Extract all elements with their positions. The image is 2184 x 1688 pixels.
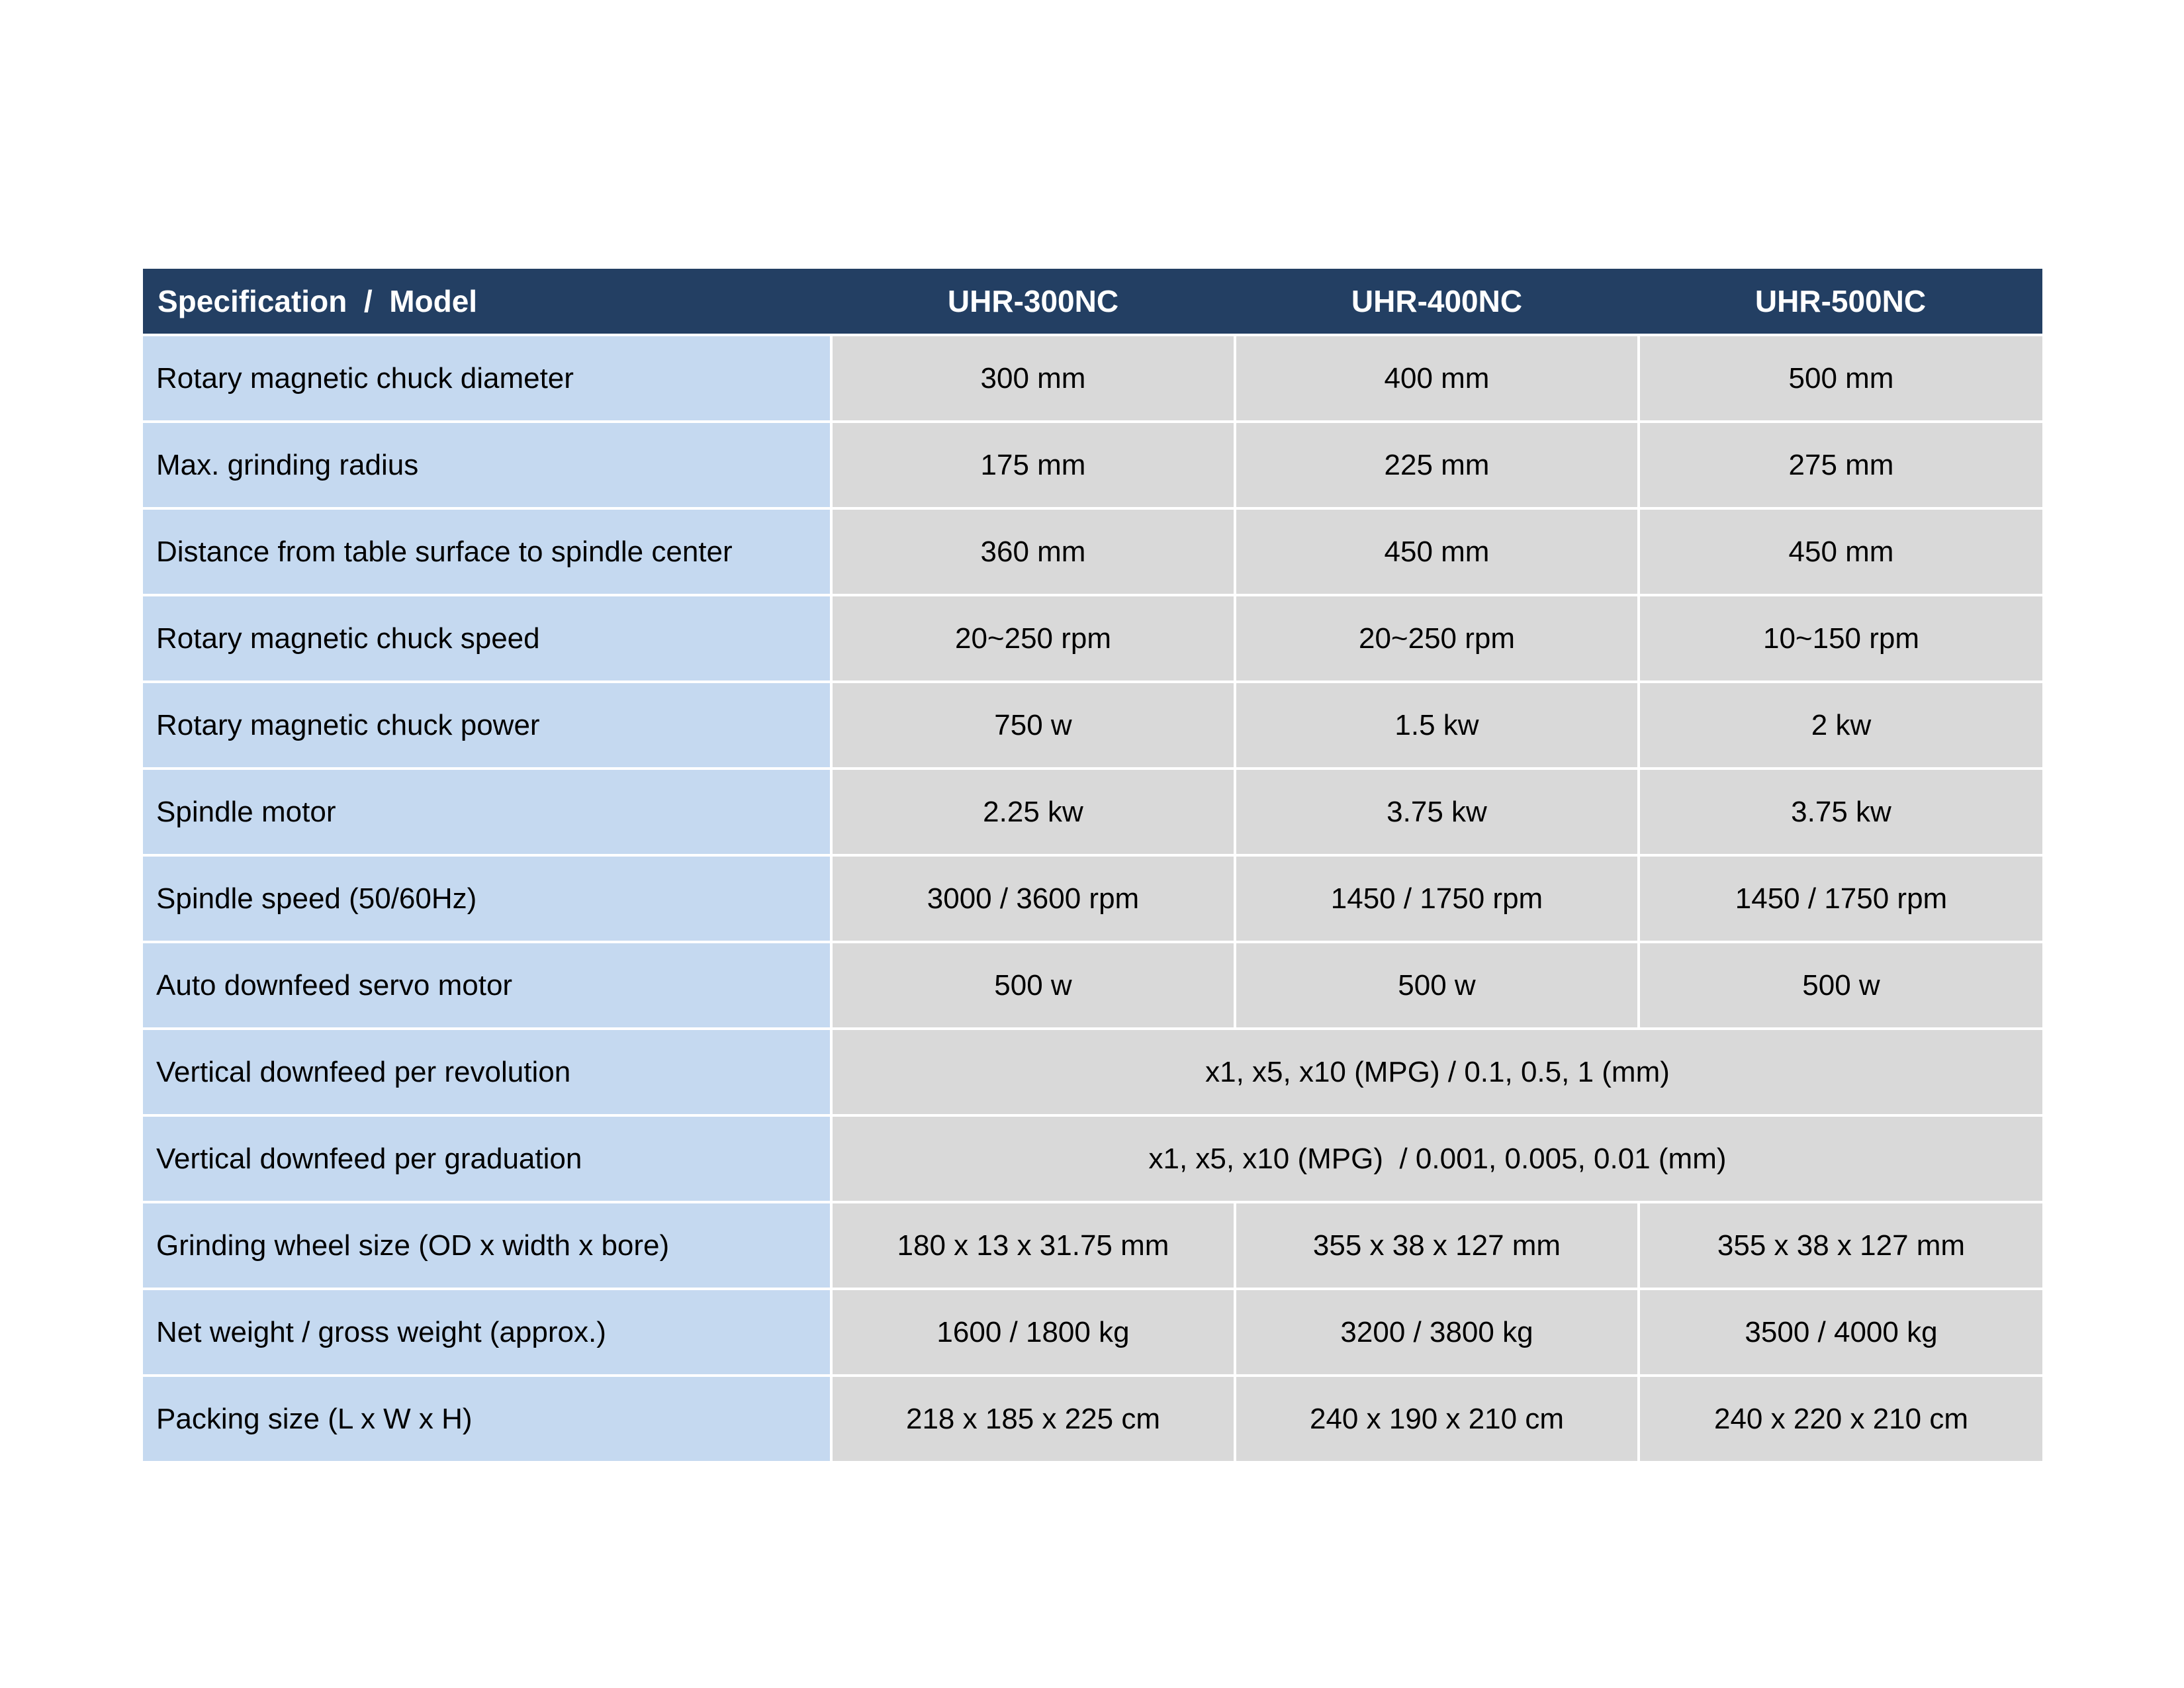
spec-label: Rotary magnetic chuck speed — [143, 595, 831, 682]
spec-label: Rotary magnetic chuck diameter — [143, 335, 831, 422]
spec-value: 1450 / 1750 rpm — [1235, 855, 1639, 942]
spec-label: Distance from table surface to spindle center — [143, 508, 831, 595]
spec-value: 360 mm — [831, 508, 1235, 595]
spec-value: 3.75 kw — [1235, 769, 1639, 855]
table-row — [143, 508, 2042, 595]
spec-value: 450 mm — [1235, 508, 1639, 595]
spec-value: x1, x5, x10 (MPG) / 0.1, 0.5, 1 (mm) — [831, 1029, 2042, 1115]
table-row — [143, 942, 2042, 1029]
spec-label: Spindle speed (50/60Hz) — [143, 855, 831, 942]
spec-value: 2.25 kw — [831, 769, 1235, 855]
model-header: UHR-500NC — [1639, 269, 2042, 335]
spec-value: 355 x 38 x 127 mm — [1235, 1202, 1639, 1289]
spec-label: Max. grinding radius — [143, 422, 831, 508]
spec-label: Auto downfeed servo motor — [143, 942, 831, 1029]
spec-body — [143, 335, 2042, 1461]
model-header: UHR-400NC — [1235, 269, 1639, 335]
spec-value: 500 w — [831, 942, 1235, 1029]
header-row — [143, 269, 2042, 335]
spec-value: 275 mm — [1639, 422, 2042, 508]
table-row — [143, 682, 2042, 769]
spec-value: 20~250 rpm — [1235, 595, 1639, 682]
spec-value: 500 w — [1639, 942, 2042, 1029]
spec-label: Grinding wheel size (OD x width x bore) — [143, 1202, 831, 1289]
table-row — [143, 769, 2042, 855]
spec-label: Packing size (L x W x H) — [143, 1376, 831, 1461]
table-row — [143, 1202, 2042, 1289]
spec-value: x1, x5, x10 (MPG) / 0.001, 0.005, 0.01 (mm) — [831, 1115, 2042, 1202]
spec-value: 3200 / 3800 kg — [1235, 1289, 1639, 1376]
spec-value: 240 x 190 x 210 cm — [1235, 1376, 1639, 1461]
spec-value: 1450 / 1750 rpm — [1639, 855, 2042, 942]
spec-value: 218 x 185 x 225 cm — [831, 1376, 1235, 1461]
spec-value: 300 mm — [831, 335, 1235, 422]
spec-value: 400 mm — [1235, 335, 1639, 422]
spec-value: 500 w — [1235, 942, 1639, 1029]
spec-value: 240 x 220 x 210 cm — [1639, 1376, 2042, 1461]
table-row — [143, 1289, 2042, 1376]
spec-value: 1600 / 1800 kg — [831, 1289, 1235, 1376]
table-row — [143, 1029, 2042, 1115]
spec-value: 3.75 kw — [1639, 769, 2042, 855]
spec-value: 355 x 38 x 127 mm — [1639, 1202, 2042, 1289]
spec-value: 500 mm — [1639, 335, 2042, 422]
spec-value: 180 x 13 x 31.75 mm — [831, 1202, 1235, 1289]
model-header: UHR-300NC — [831, 269, 1235, 335]
spec-table — [143, 269, 2042, 1461]
spec-value: 750 w — [831, 682, 1235, 769]
table-row — [143, 1115, 2042, 1202]
table-row — [143, 595, 2042, 682]
spec-label: Spindle motor — [143, 769, 831, 855]
spec-value: 10~150 rpm — [1639, 595, 2042, 682]
spec-value: 175 mm — [831, 422, 1235, 508]
spec-value: 3000 / 3600 rpm — [831, 855, 1235, 942]
spec-value: 2 kw — [1639, 682, 2042, 769]
table-row — [143, 335, 2042, 422]
spec-label: Vertical downfeed per revolution — [143, 1029, 831, 1115]
table-row — [143, 1376, 2042, 1461]
spec-value: 1.5 kw — [1235, 682, 1639, 769]
spec-label: Rotary magnetic chuck power — [143, 682, 831, 769]
spec-label: Vertical downfeed per graduation — [143, 1115, 831, 1202]
spec-model-header: Specification / Model — [143, 269, 831, 335]
spec-value: 450 mm — [1639, 508, 2042, 595]
spec-value: 20~250 rpm — [831, 595, 1235, 682]
table-row — [143, 855, 2042, 942]
spec-value: 3500 / 4000 kg — [1639, 1289, 2042, 1376]
table-row — [143, 422, 2042, 508]
spec-value: 225 mm — [1235, 422, 1639, 508]
spec-label: Net weight / gross weight (approx.) — [143, 1289, 831, 1376]
